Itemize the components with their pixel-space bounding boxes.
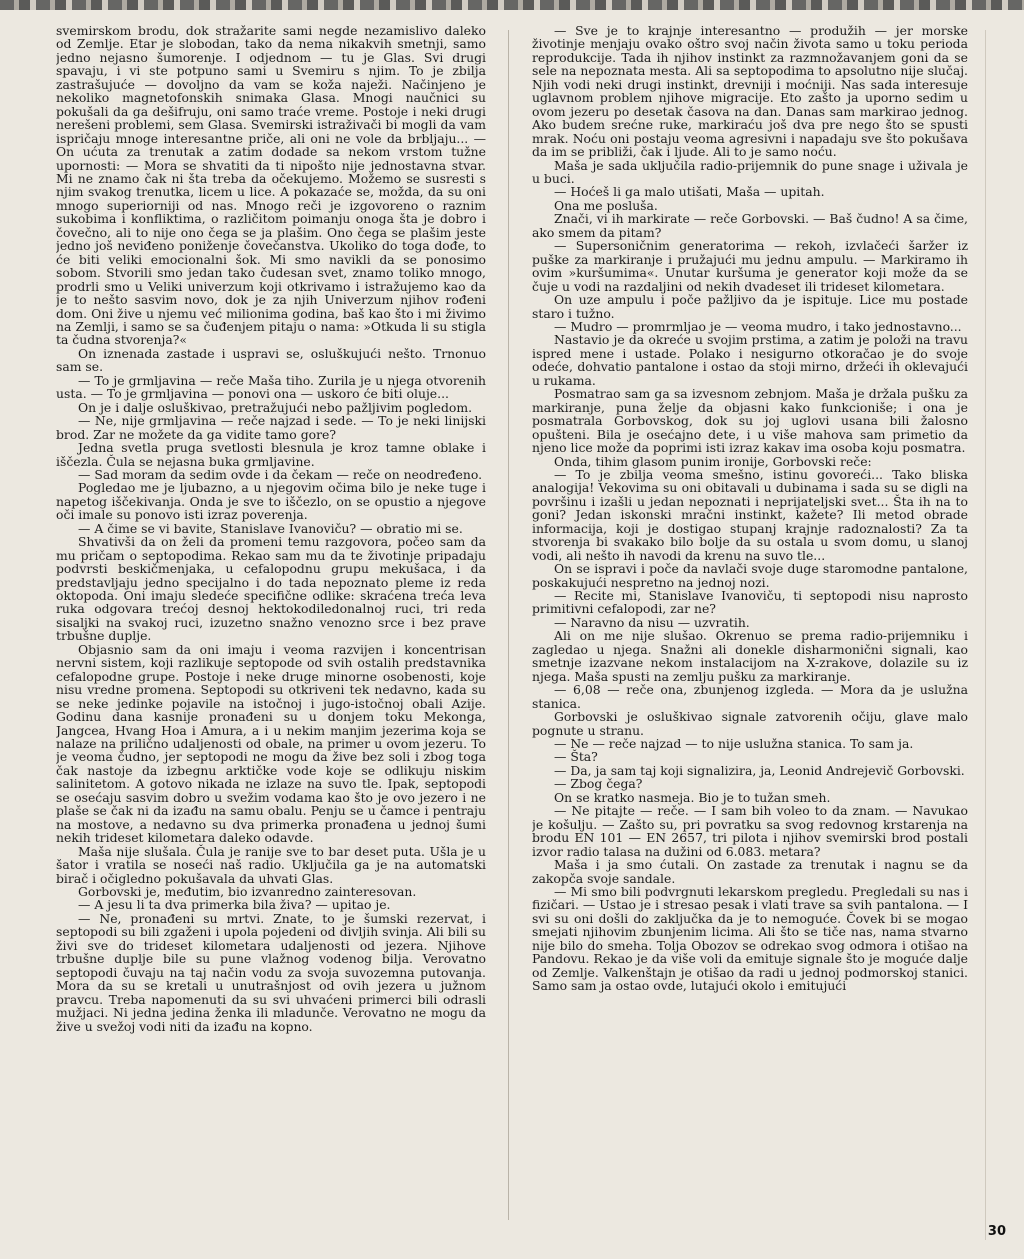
torn-top-edge: [0, 0, 1024, 10]
left-paragraph: — A jesu li ta dva primerka bila živa? — upitao je.: [78, 897, 391, 913]
right-paragraph: — Šta?: [554, 749, 598, 765]
right-paragraph: — Mi smo bili podvrgnuti lekarskom pregledu. Pregledali su nas i fizičari. — Ustao je i stresao pesak i vlati trave sa svih pantalona. — I svi su oni došli do zaključka da je to nemoguće. Čovek bi se mogao smejati njihovim zbunjenim licima. Ali što se tiče nas, nama stvarno nije bilo do smeha. Tolja Obozov se odrekao svog odmora i otišao na Pandovu. Rekao je da više voli da emituje signale što je moguće dalje od Zemlje. Valkenštajn je otišao da radi u jednoj podmorskoj stanici. Samo sam ja ostao ovde, lutajući okolo i emitujući: [532, 884, 968, 994]
right-paragraph: — Naravno da nisu — uzvratih.: [554, 614, 750, 630]
left-text-column: [56, 24, 486, 1235]
left-paragraph: — Ne, pronađeni su mrtvi. Znate, to je šumski rezervat, i septopodi su bili zgaženi i upola pojedeni od divljih svinja. Ali bili su živi sve do trideset kilometara udaljenosti od jezera. Njihove trbušne duplje bile su pune vlažnog vodenog bilja. Verovatno septopodi čuvaju na taj način vodu za svoja suvozemna putovanja. Mora da su se kretali u unutrašnjost od ovih jezera u južnom pravcu. Treba napomenuti da su svi uhvaćeni primerci bili odrasli mužjaci. Ni jedna jedina ženka ili mladunče. Verovatno ne mogu da žive u svežoj vodi niti da izađu na kopno.: [56, 910, 486, 1034]
left-paragraph: — Ne, nije grmljavina — reče najzad i sede. — To je neki linijski brod. Zar ne možete da ga vidite tamo gore?: [56, 413, 486, 442]
right-text-column: [532, 24, 968, 1235]
page-number: 30: [987, 1224, 1006, 1239]
right-paragraph: On se kratko nasmeja. Bio je to tužan smeh.: [554, 789, 831, 805]
right-paragraph: — 6,08 — reče ona, zbunjenog izgleda. — Mora da je uslužna stanica.: [532, 682, 968, 711]
left-paragraph: Objasnio sam da oni imaju i veoma razvijen i koncentrisan nervni sistem, koji razlikuje septopode od svih ostalih predstavnika cefalopodne grupe. Postoje i neke druge minorne osobenosti, koje nisu vredne promena. Septopodi su otkriveni tek nedavno, kada su se neke jedinke pojavile na istočnoj i jugo-istočnoj obali Azije. Godinu dana kasnije pronađeni su u donjem toku Mekonga, Jangcea, Hvang Hoa i Amura, a i u nekim manjim jezerima koja se nalaze na prilično udaljenosti od obale, na primer u ovom jezeru. To je veoma čudno, jer septopodi ne mogu da žive bez soli i zbog toga čak nastoje da izbegnu arktičke vode koje se odlikuju niskim salinitetom. A gotovo nikada ne izlaze na suvo tle. Ipak, septopodi se osećaju sasvim dobro u svežim vodama kao što je ovo jezero i ne plaše se čak ni da izađu na samu obalu. Penju se u čamce i pentraju na mostove, a nedavno su dva primerka pronađena u jednoj šumi nekih trideset kilometara daleko odavde.: [56, 641, 486, 846]
right-paragraph: Maša je sada uključila radio-prijemnik do pune snage i uživala je u buci.: [532, 157, 968, 186]
right-paragraph: Onda, tihim glasom punim ironije, Gorbovski reče:: [554, 453, 872, 469]
right-paragraph: — Ne — reče najzad — to nije uslužna stanica. To sam ja.: [554, 736, 914, 752]
right-paragraph: Maša i ja smo ćutali. On zastade za trenutak i nagnu se da zakopča svoje sandale.: [532, 857, 968, 886]
right-paragraph: — Sve je to krajnje interesantno — produžih — jer morske životinje menjaju ovako oštro svoj način života samo u toku perioda reprodukcije. Tada ih njihov instinkt za razmnožavanjem goni da se sele na nepoznata mesta. Ali sa septopodima to apsolutno nije slučaj. Njih vodi neki drugi instinkt, drevniji i moćniji. Nas sada interesuje uglavnom problem njihove migracije. Eto zašto ja uporno sedim u ovom jezeru po desetak časova na dan. Danas sam markirao jednog. Ako budem srećne ruke, markiraću još dva pre nego što se spusti mrak. Noću oni postaju veoma agresivni i napadaju sve što pokušava da im se približi, čak i ljude. Ali to je samo noću.: [532, 24, 968, 160]
left-paragraph: — A čime se vi bavite, Stanislave Ivanoviču? — obratio mi se.: [78, 520, 463, 536]
left-paragraph: — To je grmljavina — reče Maša tiho. Zurila je u njega otvorenih usta. — To je grmljavina — ponovi ona — uskoro će biti oluje...: [56, 372, 486, 402]
right-paragraph: Ona me posluša.: [554, 197, 658, 213]
right-paragraph: — Recite mi, Stanislave Ivanoviču, ti septopodi nisu naprosto primitivni cefalopodi, zar ne?: [532, 588, 968, 617]
left-paragraph: Jedna svetla pruga svetlosti blesnula je kroz tamne oblake i iščezla. Čula se nejasna buka grmljavine.: [56, 440, 486, 469]
left-paragraph: — Sad moram da sedim ovde i da čekam — reče on neodređeno.: [78, 466, 483, 482]
left-paragraph: Pogledao me je ljubazno, a u njegovim očima bilo je neke tuge i napetog iščekivanja. Onda je sve to iščezlo, on se opustio a njegove oči imale su ponovo isti izraz poverenja.: [56, 480, 486, 523]
right-paragraph: — To je zbilja veoma smešno, istinu govoreći... Tako bliska analogija! Vekovima su oni obitavali u dubinama i sada su se digli na površinu i izašli u jedan nepoznati i neprijateljski svet... Šta ih na to goni? Jedan iskonski mračni instinkt, kažete? Ili metod obrade informacija, koji je dostigao stupanj krajnje radoznalosti? Za ta stvorenja bi svakako bilo bolje da su ostala u svom domu, u slanoj vodi, ali nešto ih navodi da krenu na suvo tle...: [532, 466, 968, 563]
left-paragraph: Maša nije slušala. Čula je ranije sve to bar deset puta. Ušla je u šator i vratila se noseći naš radio. Uključila ga je na automatski birač i očigledno pokušavala da uhvati Glas.: [56, 843, 486, 886]
left-paragraph: Gorbovski je, međutim, bio izvanredno zainteresovan.: [78, 884, 417, 899]
left-paragraph: On iznenada zastade i uspravi se, osluškujući nešto. Trnonuo sam se.: [56, 345, 486, 375]
right-paragraph: — Mudro — promrmljao je — veoma mudro, i tako jednostavno...: [554, 318, 962, 334]
left-paragraph: svemirskom brodu, dok stražarite sami negde nezamislivo daleko od Zemlje. Etar je slobodan, tako da nema nikakvih smetnji, samo jedno nejasno šumorenje. I odjednom — tu je Glas. Svi drugi spavaju, i vi ste potpuno sami u Svemiru s njim. To je zbilja zastrašujuće — dovoljno da vam se koža naježi. Načinjeno je nekoliko magnetofonskih snimaka Glasa. Mnogi naučnici su pokušali da ga dešifruju, oni samo traće vreme. Postoje i neki drugi nerešeni problemi, sem Glasa. Svemirski istraživači bi mogli da vam ispričaju mnoge interesantne priče, ali oni ne vole da brbljaju... — On ućuta za trenutak a zatim dodade sa nekom vrstom tužne upornosti: — Mora se shvatiti da ti nipošto nije jednostavna stvar. Mi ne znamo čak ni šta treba da očekujemo. Možemo se susresti s njim svakog trenutka, licem u lice. A pokazaće se, možda, da su oni mnogo superiorniji od nas. Mnogo reči je izgovoreno o raznim sukobima i konfliktima, o različitom poimanju onoga šta je dobro i čovečno, ali to nije ono čega se ja plašim. Ono čega se plašim jeste jedno još neviđeno poniženje čovečanstva. Ukoliko do toga dođe, to će biti veliki emocionalni šok. Mi smo navikli da se ponosimo sobom. Stvorili smo jedan tako čudesan svet, znamo toliko mnogo, prodrli smo u Veliki univerzum koji otkrivamo i istražujemo kao da je to nešto sasvim novo, dok je za njih Univerzum njihov rođeni dom. Oni žive u njemu već milionima godina, baš kao što i mi živimo na Zemlji, i samo se sa čuđenjem pitaju o nama: »Otkuda li su stigla ta čudna stvorenja?«: [56, 24, 486, 348]
right-paragraph: — Supersoničnim generatorima — rekoh, izvlačeći šaržer iz puške za markiranje i pružajući mu jednu ampulu. — Markiramo ih ovim »kuršumima«. Unutar kuršuma je generator koji može da se čuje u vodi na razdaljini od nekih dvadeset ili trideset kilometara.: [532, 238, 968, 294]
right-paragraph: Posmatrao sam ga sa izvesnom zebnjom. Maša je držala pušku za markiranje, puna želje da objasni kako funkcioniše; i ona je posmatrala Gorbovskog, dok su joj uglovi usana bili žalosno opušteni. Bila je osećajno dete, i u više mahova sam primetio da njeno lice može da poprimi isti izraz kakav ima osoba koju posmatra.: [532, 386, 968, 456]
right-paragraph: Ali on me nije slušao. Okrenuo se prema radio-prijemniku i zagledao u njega. Snažni ali donekle disharmonični signali, kao smetnje izazvane nekom instalacijom na X-zrakove, dolazile su iz njega. Maša spusti na zemlju pušku za markiranje.: [532, 628, 968, 684]
right-paragraph: On se ispravi i poče da navlači svoje duge staromodne pantalone, poskakujući nespretno na jednoj nozi.: [532, 561, 968, 590]
right-paragraph: — Hoćeš li ga malo utišati, Maša — upitah.: [554, 184, 825, 200]
right-paragraph: Nastavio je da okreće u svojim prstima, a zatim je položi na travu ispred mene i ustade. Polako i nesigurno otkoračao je do svoje odeće, dohvatio pantalone i ostao da stoji mirno, držeći ih oklevajući u rukama.: [532, 332, 968, 388]
right-paragraph: Gorbovski je osluškivao signale zatvorenih očiju, glave malo pognute u stranu.: [532, 709, 968, 738]
right-paragraph: — Ne pitajte — reče. — I sam bih voleo to da znam. — Navukao je košulju. — Zašto su, pri povratku sa svog redovnog krstarenja na brodu EN 101 — EN 2657, tri pilota i njihov svemirski brod postali izvor radio talasa na dužini od 6.083. metara?: [532, 803, 968, 859]
column-divider: [508, 30, 509, 1220]
right-paragraph: Znači, vi ih markirate — reče Gorbovski. — Baš čudno! A sa čime, ako smem da pitam?: [532, 211, 968, 240]
left-paragraph: Shvativši da on želi da promeni temu razgovora, počeo sam da mu pričam o septopodima. Rekao sam mu da te životinje pripadaju podvrsti beskičmenjaka, u cefalopodnu grupu mekušaca, i da predstavljaju jedno specijalno i do tada nepoznato pleme iz reda oktopoda. Oni imaju sledeće specifične odlike: skraćena treća leva ruka odgovara trećoj desnoj hektokodiledonalnoj ruci, tri reda sisaljki na svakoj ruci, izuzetno snažno venozno srce i bez prave trbušne duplje.: [56, 534, 486, 644]
right-paragraph: — Zbog čega?: [554, 776, 643, 792]
right-paragraph: On uze ampulu i poče pažljivo da je ispituje. Lice mu postade staro i tužno.: [532, 292, 968, 321]
left-paragraph: On je i dalje osluškivao, pretražujući nebo pažljivim pogledom.: [78, 399, 473, 415]
right-paragraph: — Da, ja sam taj koji signalizira, ja, Leonid Andrejevič Gorbovski.: [554, 762, 965, 778]
page-edge-rule: [985, 30, 986, 1240]
